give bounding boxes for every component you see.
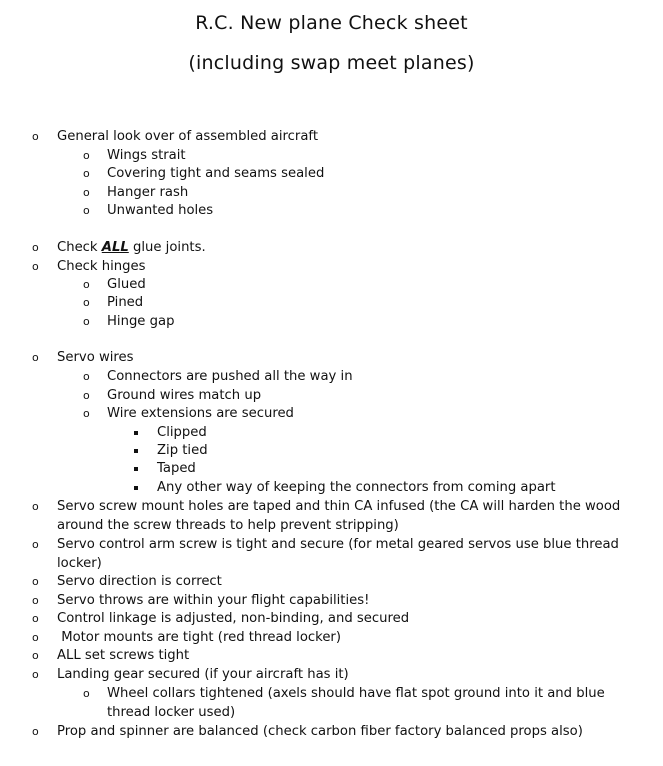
- check-item-extensions: Wire extensions are secured: [107, 406, 294, 421]
- bullet-circle: o: [32, 130, 39, 143]
- check-item-holes: Unwanted holes: [107, 203, 214, 218]
- bullet-circle: o: [32, 631, 39, 644]
- check-item-covering: Covering tight and seams sealed: [107, 166, 325, 181]
- check-item-hanger-rash: Hanger rash: [107, 185, 189, 200]
- bullet-circle: o: [83, 204, 90, 217]
- glue-text-pre: Check: [57, 240, 102, 255]
- check-item-control-arm-line1: Servo control arm screw is tight and secure (for metal geared servos use blue thread: [57, 537, 619, 552]
- check-item-servo-direction: Servo direction is correct: [57, 574, 222, 589]
- bullet-circle: o: [32, 668, 39, 681]
- glue-text-post: glue joints.: [128, 240, 206, 255]
- check-item-landing-gear: Landing gear secured (if your aircraft has it): [57, 667, 349, 682]
- check-item-pined: Pined: [107, 295, 144, 310]
- check-item-wheel-collars-line2: thread locker used): [107, 705, 236, 720]
- check-item-linkage: Control linkage is adjusted, non-binding, and secured: [57, 611, 410, 626]
- bullet-circle: o: [32, 260, 39, 273]
- bullet-circle: o: [83, 687, 90, 700]
- square-bullet: [134, 431, 138, 435]
- bullet-circle: o: [32, 725, 39, 738]
- bullet-circle: o: [32, 241, 39, 254]
- check-item-hinge-gap: Hinge gap: [107, 314, 175, 329]
- check-item-other-way: Any other way of keeping the connectors from coming apart: [157, 480, 556, 495]
- glue-text-emphasis: ALL: [101, 240, 129, 255]
- bullet-circle: o: [83, 167, 90, 180]
- check-item-screw-holes-line1: Servo screw mount holes are taped and thin CA infused (the CA will harden the wood: [57, 499, 621, 514]
- square-bullet: [134, 486, 138, 490]
- check-item-connectors: Connectors are pushed all the way in: [107, 369, 353, 384]
- check-item-general: General look over of assembled aircraft: [57, 129, 318, 144]
- bullet-circle: o: [32, 649, 39, 662]
- bullet-circle: o: [83, 296, 90, 309]
- check-item-clipped: Clipped: [157, 425, 207, 440]
- bullet-circle: o: [83, 389, 90, 402]
- bullet-circle: o: [32, 538, 39, 551]
- check-item-screw-holes-line2: around the screw threads to help prevent stripping): [57, 518, 399, 533]
- bullet-circle: o: [32, 351, 39, 364]
- bullet-circle: o: [83, 370, 90, 383]
- bullet-circle: o: [83, 149, 90, 162]
- check-item-wheel-collars-line1: Wheel collars tightened (axels should have flat spot ground into it and blue: [107, 686, 605, 701]
- check-item-ground-wires: Ground wires match up: [107, 388, 262, 403]
- check-item-set-screws: ALL set screws tight: [57, 648, 190, 663]
- check-item-servo-wires: Servo wires: [57, 350, 134, 365]
- check-item-hinges: Check hinges: [57, 259, 146, 274]
- square-bullet: [134, 449, 138, 453]
- bullet-circle: o: [32, 594, 39, 607]
- bullet-circle: o: [83, 407, 90, 420]
- page-title: R.C. New plane Check sheet: [195, 12, 468, 34]
- bullet-circle: o: [83, 186, 90, 199]
- square-bullet: [134, 467, 138, 471]
- check-item-wings: Wings strait: [107, 148, 186, 163]
- bullet-circle: o: [32, 500, 39, 513]
- bullet-circle: o: [32, 612, 39, 625]
- check-item-glued: Glued: [107, 277, 146, 292]
- page-subtitle: (including swap meet planes): [188, 52, 475, 74]
- bullet-circle: o: [32, 575, 39, 588]
- check-item-motor-mounts: Motor mounts are tight (red thread locker): [57, 630, 342, 645]
- bullet-circle: o: [83, 278, 90, 291]
- check-item-prop-spinner: Prop and spinner are balanced (check carbon fiber factory balanced props also): [57, 724, 583, 739]
- check-item-glue-joints: [57, 239, 206, 257]
- check-item-zip-tied: Zip tied: [157, 443, 208, 458]
- check-item-taped: Taped: [157, 461, 196, 476]
- check-item-servo-throws: Servo throws are within your flight capabilities!: [57, 593, 370, 608]
- check-item-control-arm-line2: locker): [57, 556, 102, 571]
- bullet-circle: o: [83, 315, 90, 328]
